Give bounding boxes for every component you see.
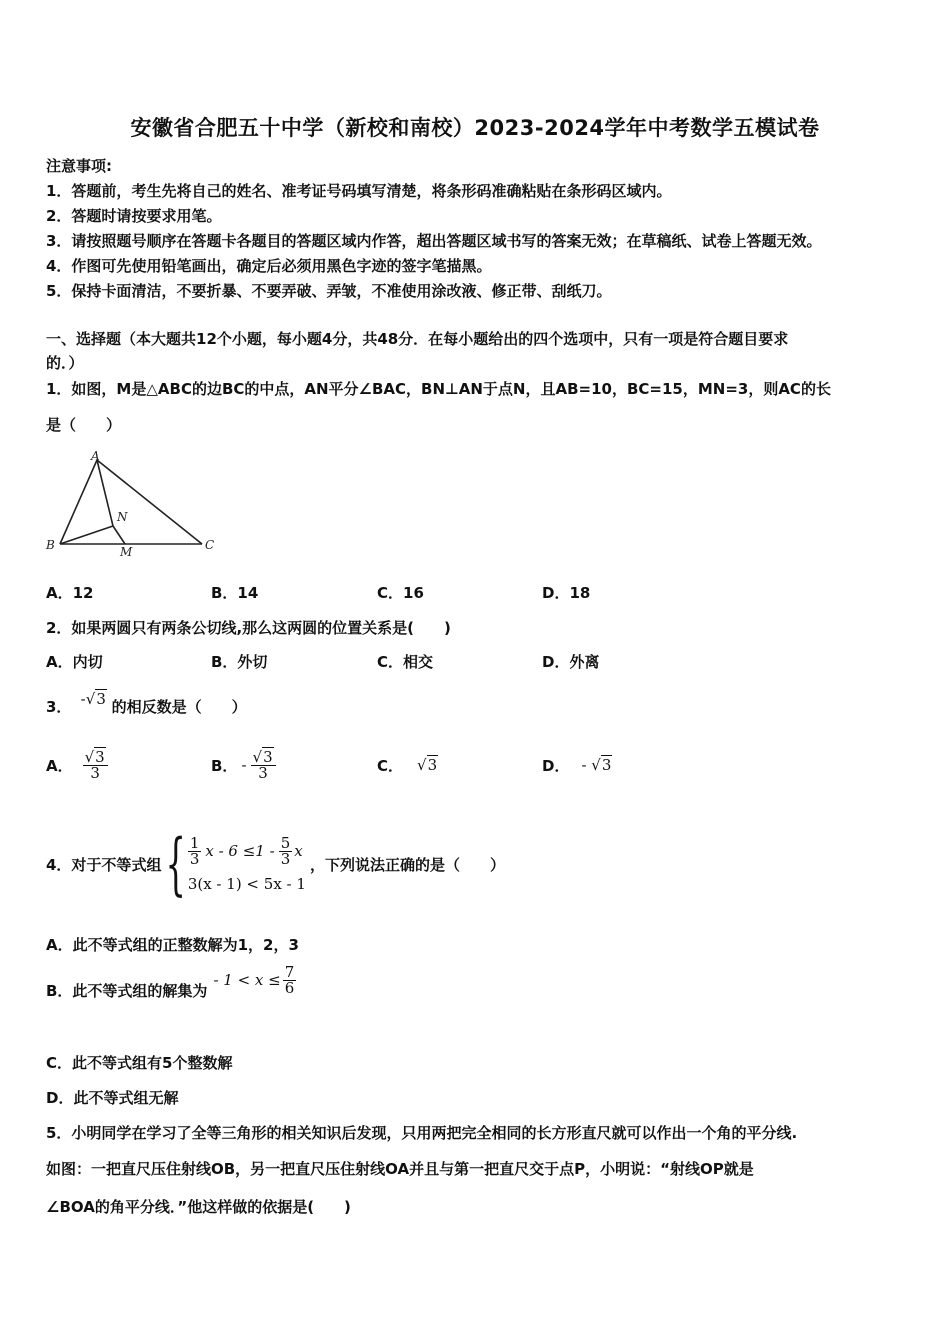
q3-option-a[interactable] (46, 740, 108, 790)
q3-option-c-label: C． (377, 756, 404, 775)
notice-item: 3．请按照题号顺序在答题卡各题目的答题区域内作答，超出答题区域书写的答案无效；在草稿纸、试卷上答题无效。 (46, 232, 822, 250)
q4-option-b[interactable] (46, 962, 296, 1014)
q3-d-sign: - (581, 756, 587, 774)
q3-option-b[interactable] (211, 740, 276, 790)
q3-b-sign: - (241, 756, 247, 774)
q3-option-a-label: A． (46, 756, 73, 775)
q2-option-a[interactable]: A．内切 (46, 653, 103, 671)
question-4-text (46, 824, 505, 904)
fraction: $\frac{1}{3}$ (189, 833, 200, 868)
q4-b-denominator: 6 (284, 978, 295, 997)
q3-option-d[interactable] (542, 740, 612, 790)
q3-option-b-label: B． (211, 756, 238, 775)
notice-heading: 注意事项: (46, 157, 112, 175)
q4-option-c[interactable]: C．此不等式组有5个整数解 (46, 1054, 233, 1072)
q1-option-c[interactable]: C．16 (377, 584, 424, 602)
label-a: A (91, 449, 100, 463)
q1-option-b[interactable]: B．14 (211, 584, 259, 602)
q3-prefix: 3． (46, 698, 72, 716)
label-b: B (46, 538, 55, 552)
q2-option-b[interactable]: B．外切 (211, 653, 268, 671)
q3-expression (81, 690, 112, 708)
brace-icon: { (165, 824, 186, 904)
question-3-text (46, 690, 247, 717)
edge-nm (113, 526, 125, 544)
fraction: $\frac{√3}{3}$ (83, 750, 108, 781)
q3-c-radicand: 3 (427, 756, 438, 774)
sqrt-symbol: √3 (85, 690, 106, 708)
q3-a-numerator: 3 (95, 747, 105, 766)
notice-item: 1．答题前，考生先将自己的姓名、准考证号码填写清楚，将条形码准确粘贴在条形码区域内。 (46, 182, 672, 200)
page-title: 安徽省合肥五十中学（新校和南校）2023-2024学年中考数学五模试卷 (130, 116, 820, 140)
q3-suffix: 的相反数是（ ） (111, 698, 247, 716)
question-5-text: 5．小明同学在学习了全等三角形的相关知识后发现，只用两把完全相同的长方形直尺就可以作出一个角的平分线. (46, 1124, 798, 1142)
section-heading-cont: 的．） (46, 354, 84, 372)
inequality-system (188, 831, 306, 897)
edge-ac (97, 460, 202, 544)
section-heading: 一、选择题（本大题共12个小题，每小题4分，共48分．在每小题给出的四个选项中，只有一项是符合题目要求 (46, 330, 789, 348)
q3-b-numerator: 3 (263, 747, 273, 766)
q4-prefix: 4．对于不等式组 (46, 855, 162, 874)
q1-option-d[interactable]: D．18 (542, 584, 591, 602)
q4-option-b-expr: - 1 < x ≤ (213, 971, 281, 989)
sqrt-expression: - √3 (581, 756, 612, 774)
label-n: N (117, 510, 128, 524)
inequality-2: 3(x - 1) < 5x - 1 (187, 875, 306, 893)
triangle-figure (40, 448, 220, 560)
q3-expr-sign: - (80, 690, 86, 708)
edge-ab (60, 460, 97, 544)
q3-a-denominator: 3 (90, 763, 100, 782)
notice-item: 5．保持卡面清洁，不要折暴、不要弄破、弄皱，不准使用涂改液、修正带、刮纸刀。 (46, 282, 612, 300)
q4-option-a[interactable]: A．此不等式组的正整数解为1，2，3 (46, 936, 299, 954)
fraction: $\frac{5}{3}$ (280, 833, 291, 868)
label-c: C (205, 538, 215, 552)
fraction: $\frac{√3}{3}$ (251, 750, 276, 781)
label-m: M (120, 545, 133, 559)
question-5-text-cont: 如图：一把直尺压住射线OB，另一把直尺压住射线OA并且与第一把直尺交于点P，小明说：“射线OP就是 (46, 1160, 754, 1178)
q1-option-a[interactable]: A．12 (46, 584, 94, 602)
sqrt-expression: √3 (417, 756, 438, 774)
q4-suffix: ，下列说法正确的是（ ） (309, 855, 505, 874)
q4-option-d[interactable]: D．此不等式组无解 (46, 1089, 179, 1107)
q3-option-d-label: D． (542, 756, 570, 775)
q3-expr-radicand: 3 (96, 690, 106, 708)
q4-b-numerator: 7 (284, 962, 295, 981)
notice-item: 4．作图可先使用铅笔画出，确定后必须用黑色字迹的签字笔描黑。 (46, 257, 492, 275)
edge-bn (60, 526, 113, 544)
fraction (283, 962, 297, 997)
question-5-text-cont: ∠BOA的角平分线．”他这样做的依据是( ) (46, 1198, 351, 1216)
inequality-1: $\frac{1}{3}$ x - 6 ≤1 - $\frac{5}{3}$ x (189, 833, 303, 868)
notice-item: 2．答题时请按要求用笔。 (46, 207, 222, 225)
question-1-text-cont: 是（ ） (46, 416, 122, 434)
q3-d-radicand: 3 (601, 756, 612, 774)
q3-b-denominator: 3 (258, 763, 268, 782)
question-2-text: 2．如果两圆只有两条公切线,那么这两圆的位置关系是( ) (46, 619, 451, 637)
q2-option-d[interactable]: D．外离 (542, 653, 600, 671)
q3-option-c[interactable] (377, 740, 438, 790)
q4-option-b-prefix: B．此不等式组的解集为 (46, 981, 208, 1000)
q2-option-c[interactable]: C．相交 (377, 653, 434, 671)
question-1-text: 1．如图，M是△ABC的边BC的中点，AN平分∠BAC，BN⊥AN于点N，且AB=10，BC=15，MN=3，则AC的长 (46, 380, 831, 398)
